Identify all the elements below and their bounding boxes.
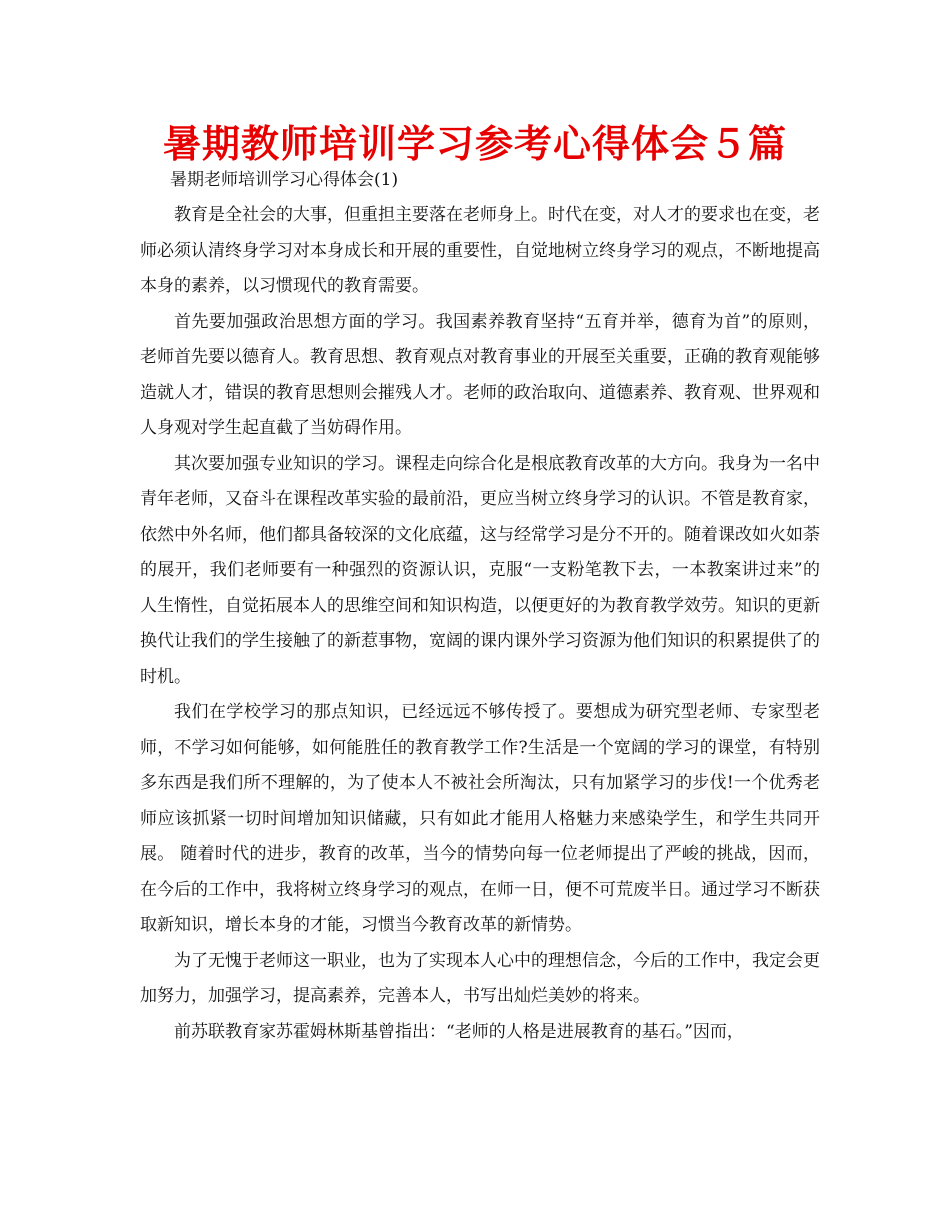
paragraph: 为了无愧于老师这一职业，也为了实现本人心中的理想信念，今后的工作中，我定会更加努力，加强学习，提高素养，完善本人，书写出灿烂美妙的将来。 — [140, 950, 820, 1006]
paragraph: 前苏联教育家苏霍姆林斯基曾指出：“老师的人格是进展教育的基石。”因而， — [174, 1021, 744, 1042]
document-body — [140, 198, 820, 1050]
paragraph: 首先要加强政治思想方面的学习。我国素养教育坚持“五育并举，德育为首”的原则，老师首先要以德育人。教育思想、教育观点对教育事业的开展至关重要，正确的教育观能够造就人才，错误的教育思想则会摧残人才。老师的政治取向、道德素养、教育观、世界观和人身观对学生起直截了当妨碍作用。 — [140, 311, 820, 438]
paragraph: 我们在学校学习的那点知识，已经远远不够传授了。要想成为研究型老师、专家型老师，不学习如何能够，如何能胜任的教育教学工作?生活是一个宽阔的学习的课堂，有特别多东西是我们所不理解的，为了使本人不被社会所淘汰，只有加紧学习的步伐!一个优秀老师应该抓紧一切时间增加知识储藏，只有如此才能用人格魅力来感染学生，和学生共同开展。 随着时代的进步，教育的改革，当今的情势向每一位老师提出了严峻的挑战，因而，在今后的工作中，我将树立终身学习的观点，在师一日，便不可荒废半日。通过学习不断获取新知识，增长本身的才能，习惯当今教育改革的新情势。 — [140, 702, 820, 935]
paragraph: 其次要加强专业知识的学习。课程走向综合化是根底教育改革的大方向。我身为一名中青年老师，又奋斗在课程改革实验的最前沿，更应当树立终身学习的认识。不管是教育家，依然中外名师，他们都具备较深的文化底蕴，这与经常学习是分不开的。随着课改如火如荼的展开，我们老师要有一种强烈的资源认识，克服“一支粉笔教下去，一本教案讲过来”的人生惰性，自觉拓展本人的思维空间和知识构造，以便更好的为教育教学效劳。知识的更新换代让我们的学生接触了的新惹事物，宽阔的课内课外学习资源为他们知识的积累提供了的时机。 — [140, 453, 820, 687]
paragraph: 教育是全社会的大事，但重担主要落在老师身上。时代在变，对人才的要求也在变，老师必须认清终身学习对本身成长和开展的重要性，自觉地树立终身学习的观点，不断地提高本身的素养，以习惯现代的教育需要。 — [140, 205, 820, 296]
section-heading: 暑期老师培训学习心得体会(1) — [170, 170, 399, 190]
document-title: 暑期教师培训学习参考心得体会５篇 — [162, 122, 787, 166]
